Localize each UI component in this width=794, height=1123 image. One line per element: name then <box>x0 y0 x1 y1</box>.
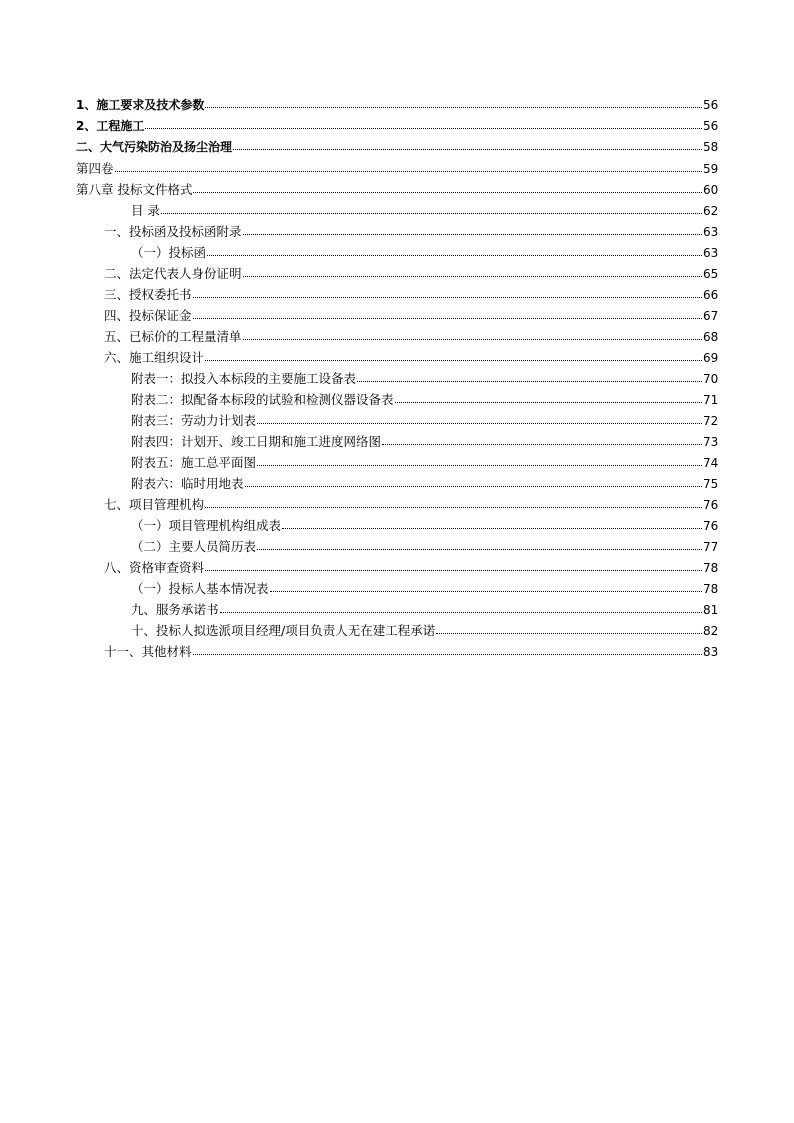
dot-leader <box>207 254 702 256</box>
toc-entry-label: 二、大气污染防治及扬尘治理 <box>76 140 233 154</box>
toc-entry-label: 二、法定代表人身份证明 <box>104 266 242 281</box>
toc-entry-label: 一、投标函及投标函附录 <box>104 224 242 239</box>
dot-leader <box>257 422 702 424</box>
dot-leader <box>270 590 702 592</box>
dot-leader <box>145 127 702 129</box>
toc-entry-page-number: 83 <box>703 645 719 659</box>
toc-entry-label: 六、施工组织设计 <box>104 350 205 365</box>
toc-entry-label: （二）主要人员简历表 <box>131 539 257 554</box>
dot-leader <box>205 106 702 108</box>
toc-entry-label: 附表一：拟投入本标段的主要施工设备表 <box>131 371 357 386</box>
toc-entry-label: （一）项目管理机构组成表 <box>131 518 282 533</box>
toc-entry[interactable] <box>0 305 794 326</box>
toc-entry-label: 八、资格审查资料 <box>104 560 205 575</box>
toc-entry-page-number: 67 <box>703 309 719 323</box>
dot-leader <box>282 527 702 529</box>
toc-entry-label: 目 录 <box>131 203 160 218</box>
dot-leader <box>257 548 702 550</box>
toc-entry-label: （一）投标人基本情况表 <box>131 581 269 596</box>
dot-leader <box>357 380 702 382</box>
dot-leader <box>395 401 702 403</box>
dot-leader <box>193 317 702 319</box>
dot-leader <box>161 212 702 214</box>
toc-entry[interactable] <box>0 242 794 263</box>
toc-entry-page-number: 65 <box>703 267 719 281</box>
toc-entry[interactable] <box>0 431 794 452</box>
toc-entry[interactable] <box>0 557 794 578</box>
toc-entry-label: 附表四：计划开、竣工日期和施工进度网络图 <box>131 434 382 449</box>
toc-entry-page-number: 82 <box>703 624 719 638</box>
toc-entry[interactable] <box>0 137 794 158</box>
table-of-contents <box>0 95 794 662</box>
toc-entry[interactable] <box>0 473 794 494</box>
toc-entry-label: 十一、其他材料 <box>104 644 192 659</box>
toc-entry[interactable] <box>0 578 794 599</box>
dot-leader <box>382 443 702 445</box>
toc-entry[interactable] <box>0 158 794 179</box>
toc-entry-page-number: 77 <box>703 540 719 554</box>
toc-entry-label: 十、投标人拟选派项目经理/项目负责人无在建工程承诺 <box>131 623 436 638</box>
toc-entry[interactable] <box>0 410 794 431</box>
dot-leader <box>205 359 702 361</box>
toc-entry[interactable] <box>0 326 794 347</box>
dot-leader <box>193 296 702 298</box>
toc-entry[interactable] <box>0 263 794 284</box>
toc-entry[interactable] <box>0 95 794 116</box>
dot-leader <box>193 191 702 193</box>
toc-entry-label: 附表五：施工总平面图 <box>131 455 257 470</box>
toc-entry-label: 1、施工要求及技术参数 <box>76 98 205 112</box>
toc-entry[interactable] <box>0 494 794 515</box>
toc-entry-page-number: 76 <box>703 498 719 512</box>
toc-entry-page-number: 56 <box>703 98 719 112</box>
toc-entry[interactable] <box>0 179 794 200</box>
toc-entry-page-number: 62 <box>703 204 719 218</box>
toc-entry-label: 三、授权委托书 <box>104 287 192 302</box>
toc-entry[interactable] <box>0 389 794 410</box>
toc-entry-page-number: 78 <box>703 561 719 575</box>
toc-entry-page-number: 75 <box>703 477 719 491</box>
toc-entry-page-number: 66 <box>703 288 719 302</box>
toc-entry[interactable] <box>0 116 794 137</box>
dot-leader <box>193 653 702 655</box>
dot-leader <box>243 233 702 235</box>
toc-entry-page-number: 58 <box>703 140 719 154</box>
toc-entry[interactable] <box>0 452 794 473</box>
toc-entry-page-number: 72 <box>703 414 719 428</box>
toc-entry-page-number: 69 <box>703 351 719 365</box>
toc-entry-page-number: 70 <box>703 372 719 386</box>
toc-entry-label: 四、投标保证金 <box>104 308 192 323</box>
toc-entry-label: 2、工程施工 <box>76 119 145 133</box>
toc-entry[interactable] <box>0 599 794 620</box>
dot-leader <box>245 485 702 487</box>
toc-entry-page-number: 81 <box>703 603 719 617</box>
toc-entry[interactable] <box>0 515 794 536</box>
dot-leader <box>220 611 702 613</box>
toc-entry-page-number: 63 <box>703 246 719 260</box>
dot-leader <box>205 569 702 571</box>
toc-entry[interactable] <box>0 200 794 221</box>
toc-entry-label: 七、项目管理机构 <box>104 497 205 512</box>
toc-entry-label: （一）投标函 <box>131 245 207 260</box>
toc-entry-page-number: 73 <box>703 435 719 449</box>
dot-leader <box>243 275 702 277</box>
toc-entry-page-number: 78 <box>703 582 719 596</box>
dot-leader <box>243 338 702 340</box>
toc-entry-page-number: 56 <box>703 119 719 133</box>
toc-entry-label: 附表六：临时用地表 <box>131 476 244 491</box>
dot-leader <box>233 148 702 150</box>
toc-entry[interactable] <box>0 536 794 557</box>
toc-entry[interactable] <box>0 284 794 305</box>
toc-entry-label: 附表二：拟配备本标段的试验和检测仪器设备表 <box>131 392 394 407</box>
toc-entry-label: 第八章 投标文件格式 <box>76 182 193 197</box>
toc-entry[interactable] <box>0 347 794 368</box>
toc-entry-label: 九、服务承诺书 <box>131 602 219 617</box>
toc-entry-page-number: 74 <box>703 456 719 470</box>
toc-entry-page-number: 71 <box>703 393 719 407</box>
dot-leader <box>436 632 702 634</box>
toc-entry-label: 附表三：劳动力计划表 <box>131 413 257 428</box>
toc-entry-label: 五、已标价的工程量清单 <box>104 329 242 344</box>
dot-leader <box>115 170 702 172</box>
toc-entry-page-number: 59 <box>703 162 719 176</box>
toc-entry[interactable] <box>0 641 794 662</box>
toc-entry-page-number: 76 <box>703 519 719 533</box>
toc-entry-page-number: 60 <box>703 183 719 197</box>
dot-leader <box>205 506 702 508</box>
toc-entry-label: 第四卷 <box>76 161 114 176</box>
toc-entry-page-number: 68 <box>703 330 719 344</box>
toc-entry[interactable] <box>0 620 794 641</box>
toc-entry[interactable] <box>0 368 794 389</box>
toc-entry[interactable] <box>0 221 794 242</box>
dot-leader <box>257 464 702 466</box>
toc-entry-page-number: 63 <box>703 225 719 239</box>
